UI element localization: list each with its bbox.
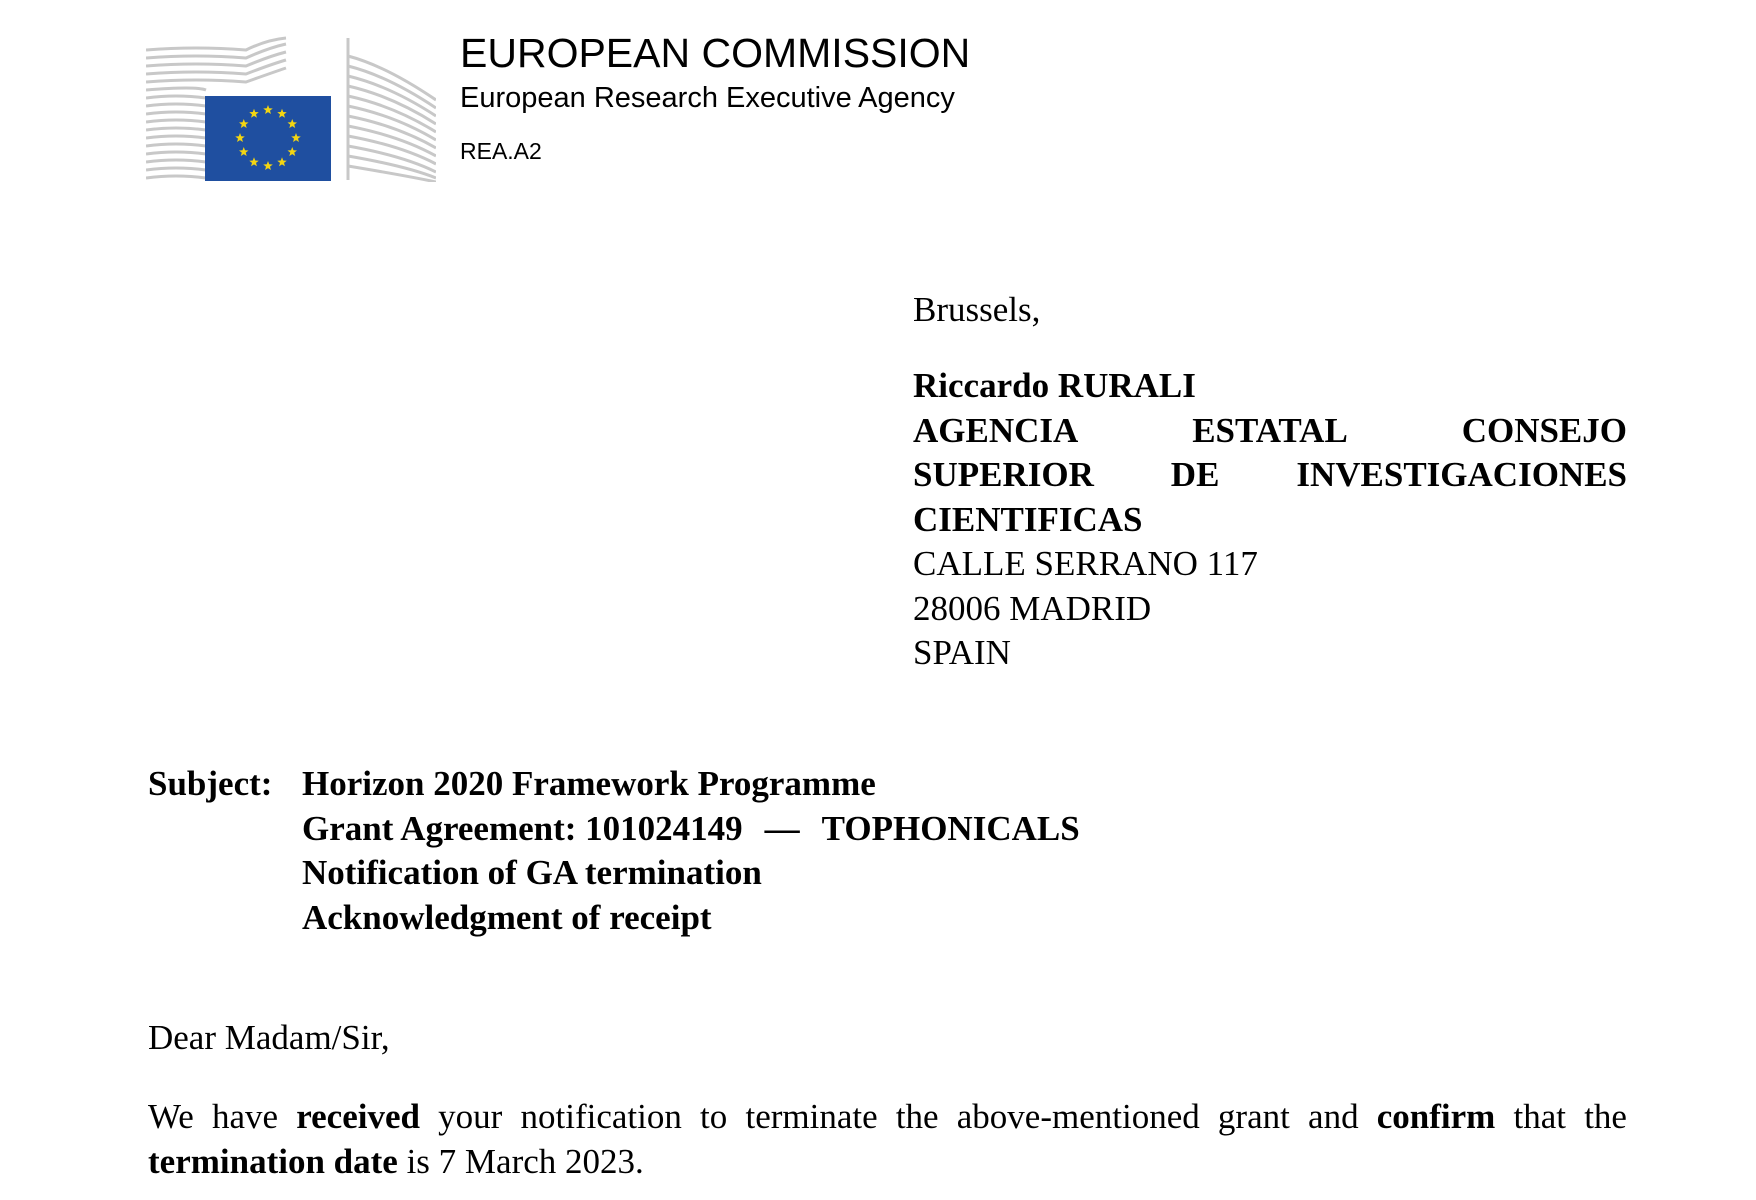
org-word: INVESTIGACIONES	[1296, 455, 1627, 494]
recipient-street: CALLE SERRANO 117	[913, 544, 1258, 583]
letter-subject	[148, 762, 1080, 940]
body-word-bold: confirm	[1376, 1097, 1496, 1136]
salutation: Dear Madam/Sir,	[148, 1018, 390, 1057]
logo-right-wing	[348, 38, 436, 182]
org-word: DE	[1170, 455, 1220, 494]
org-word: ESTATAL	[1192, 410, 1348, 450]
body-word: and	[1308, 1097, 1359, 1136]
unit-code: REA.A2	[460, 138, 542, 164]
subject-line-1: Horizon 2020 Framework Programme	[302, 764, 876, 803]
body-word: your	[438, 1097, 503, 1136]
recipient-city: 28006 MADRID	[913, 588, 1152, 628]
recipient-address	[913, 364, 1627, 676]
recipient-country: SPAIN	[913, 633, 1011, 672]
agency-name: European Research Executive Agency	[460, 82, 955, 114]
recipient-org-line-1	[913, 409, 1627, 454]
project-acronym: TOPHONICALS	[821, 808, 1080, 848]
body-word: to	[700, 1097, 728, 1136]
recipient-name: Riccardo RURALI	[913, 366, 1196, 405]
body-word: that	[1513, 1097, 1567, 1136]
body-word: have	[211, 1097, 279, 1136]
subject-line-3: Notification of GA termination	[302, 853, 762, 892]
body-word: terminate	[745, 1097, 878, 1136]
body-word-bold: received	[296, 1097, 420, 1136]
subject-line-2	[302, 807, 1080, 852]
body-word: notification	[520, 1097, 682, 1136]
organization-name: EUROPEAN COMMISSION	[460, 30, 971, 76]
letter-place: Brussels,	[913, 290, 1041, 329]
subject-label: Subject:	[148, 764, 273, 803]
body-line-2	[148, 1140, 1627, 1185]
termination-date-text: is 7 March 2023.	[397, 1141, 644, 1181]
org-word: CONSEJO	[1461, 410, 1627, 450]
em-dash: —	[764, 808, 800, 848]
body-word: above-mentioned	[956, 1097, 1200, 1136]
org-word: SUPERIOR	[913, 455, 1094, 494]
body-word: grant	[1217, 1097, 1290, 1136]
body-word: the	[895, 1097, 939, 1136]
letterhead	[460, 28, 970, 166]
org-word: AGENCIA	[913, 410, 1079, 450]
body-word: We	[148, 1097, 194, 1136]
termination-date-label: termination date	[148, 1141, 398, 1181]
subject-lines	[302, 762, 1080, 940]
body-line-1	[148, 1095, 1627, 1140]
body-paragraph	[148, 1095, 1627, 1184]
recipient-org-line-3: CIENTIFICAS	[913, 499, 1143, 539]
subject-line-4: Acknowledgment of receipt	[302, 897, 712, 937]
european-commission-logo	[146, 36, 436, 182]
body-word: the	[1584, 1097, 1627, 1136]
recipient-org-line-2	[913, 453, 1627, 498]
grant-agreement: Grant Agreement: 101024149	[302, 808, 743, 848]
